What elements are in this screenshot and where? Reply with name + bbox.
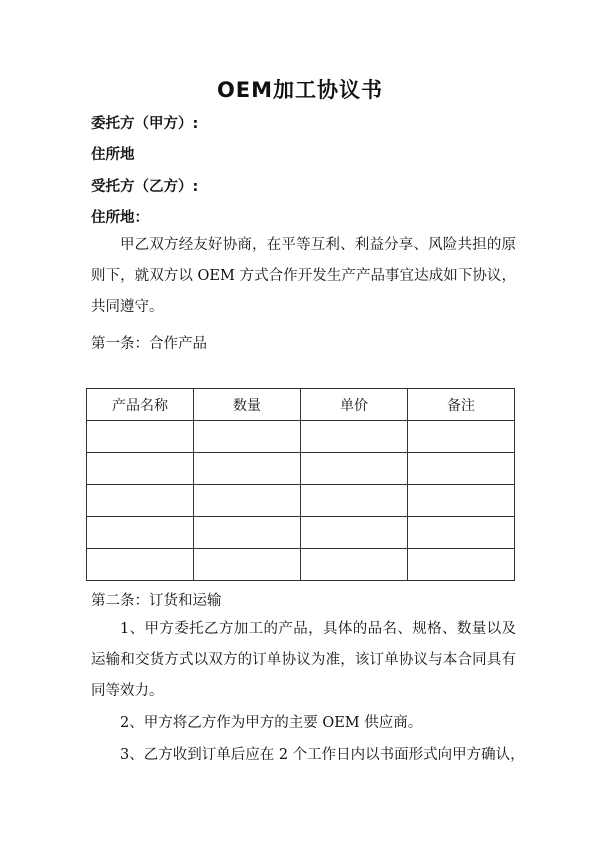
table-cell bbox=[194, 485, 301, 517]
document-title: OEM加工协议书 bbox=[216, 78, 384, 102]
table-cell bbox=[194, 517, 301, 549]
product-table bbox=[86, 388, 515, 581]
table-cell bbox=[194, 453, 301, 485]
party-b-label: 受托方（乙方）: bbox=[91, 179, 199, 195]
clause-3: 3、乙方收到订单后应在 2 个工作日内以书面形式向甲方确认， bbox=[120, 747, 525, 763]
article-1-heading: 第一条：合作产品 bbox=[91, 336, 207, 352]
table-cell bbox=[408, 517, 515, 549]
column-header-remarks: 备注 bbox=[408, 389, 515, 421]
article-2-heading: 第二条：订货和运输 bbox=[91, 593, 222, 609]
table-cell bbox=[301, 453, 408, 485]
clause-2: 2、甲方将乙方作为甲方的主要 OEM 供应商。 bbox=[120, 715, 423, 731]
table-row bbox=[87, 485, 515, 517]
column-header-quantity: 数量 bbox=[194, 389, 301, 421]
party-a-address-label: 住所地 bbox=[91, 147, 135, 163]
table-cell bbox=[408, 549, 515, 581]
table-cell bbox=[408, 485, 515, 517]
table-cell bbox=[87, 453, 194, 485]
clause-1: 1、甲方委托乙方加工的产品，具体的品名、规格、数量以及运输和交货方式以双方的订单协议为准，该订单协议与本合同具有同等效力。 bbox=[91, 621, 516, 699]
table-cell bbox=[194, 421, 301, 453]
table-cell bbox=[301, 517, 408, 549]
table-cell bbox=[87, 517, 194, 549]
intro-paragraph: 甲乙双方经友好协商，在平等互利、利益分享、风险共担的原则下，就双方以 OEM 方式合作开发生产产品事宜达成如下协议，共同遵守。 bbox=[91, 237, 516, 315]
table-cell bbox=[87, 421, 194, 453]
party-b-address-label: 住所地： bbox=[91, 210, 149, 226]
table-header-row bbox=[87, 389, 515, 421]
party-a-label: 委托方（甲方）: bbox=[91, 116, 199, 132]
column-header-unit-price: 单价 bbox=[301, 389, 408, 421]
table-row bbox=[87, 517, 515, 549]
table-cell bbox=[87, 485, 194, 517]
table-cell bbox=[301, 549, 408, 581]
table-cell bbox=[408, 453, 515, 485]
table-cell bbox=[87, 549, 194, 581]
table-row bbox=[87, 549, 515, 581]
table-row bbox=[87, 421, 515, 453]
table-cell bbox=[408, 421, 515, 453]
table-cell bbox=[301, 421, 408, 453]
table-cell bbox=[194, 549, 301, 581]
table-row bbox=[87, 453, 515, 485]
column-header-product-name: 产品名称 bbox=[87, 389, 194, 421]
table-cell bbox=[301, 485, 408, 517]
